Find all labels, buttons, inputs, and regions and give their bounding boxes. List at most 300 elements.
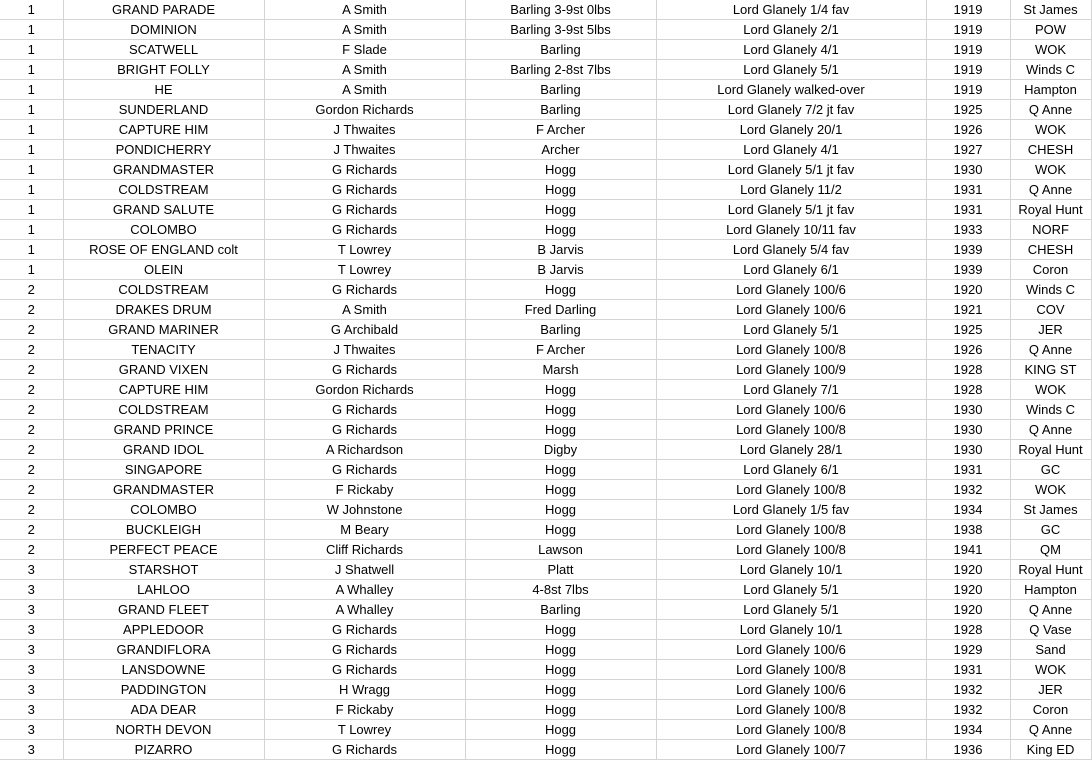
year-cell[interactable]: 1921 [926, 300, 1010, 320]
trainer-cell[interactable]: Hogg [465, 400, 656, 420]
jockey-cell[interactable]: Gordon Richards [264, 100, 465, 120]
owner-odds-cell[interactable]: Lord Glanely 100/6 [656, 640, 926, 660]
year-cell[interactable]: 1938 [926, 520, 1010, 540]
place-cell[interactable]: 3 [0, 720, 63, 740]
year-cell[interactable]: 1925 [926, 100, 1010, 120]
course-cell[interactable]: Q Anne [1010, 720, 1091, 740]
trainer-cell[interactable]: Hogg [465, 180, 656, 200]
year-cell[interactable]: 1934 [926, 720, 1010, 740]
owner-odds-cell[interactable]: Lord Glanely 5/1 jt fav [656, 200, 926, 220]
course-cell[interactable]: KING ST [1010, 360, 1091, 380]
horse-cell[interactable]: ROSE OF ENGLAND colt [63, 240, 264, 260]
trainer-cell[interactable]: Hogg [465, 680, 656, 700]
place-cell[interactable]: 2 [0, 500, 63, 520]
table-row [0, 600, 1091, 620]
course-cell[interactable]: COV [1010, 300, 1091, 320]
place-cell[interactable]: 2 [0, 480, 63, 500]
table-row [0, 400, 1091, 420]
trainer-cell[interactable]: F Archer [465, 340, 656, 360]
horse-cell[interactable]: COLDSTREAM [63, 400, 264, 420]
place-cell[interactable]: 1 [0, 220, 63, 240]
trainer-cell[interactable]: Hogg [465, 500, 656, 520]
horse-cell[interactable]: GRAND PRINCE [63, 420, 264, 440]
jockey-cell[interactable]: J Thwaites [264, 120, 465, 140]
table-row [0, 540, 1091, 560]
trainer-cell[interactable]: Barling [465, 100, 656, 120]
year-cell[interactable]: 1939 [926, 240, 1010, 260]
course-cell[interactable]: Hampton [1010, 580, 1091, 600]
owner-odds-cell[interactable]: Lord Glanely 7/1 [656, 380, 926, 400]
jockey-cell[interactable]: T Lowrey [264, 240, 465, 260]
horse-cell[interactable]: COLOMBO [63, 220, 264, 240]
owner-odds-cell[interactable]: Lord Glanely 5/1 [656, 580, 926, 600]
table-row [0, 220, 1091, 240]
table-row [0, 240, 1091, 260]
jockey-cell[interactable]: M Beary [264, 520, 465, 540]
jockey-cell[interactable]: G Richards [264, 160, 465, 180]
year-cell[interactable]: 1927 [926, 140, 1010, 160]
horse-cell[interactable]: HE [63, 80, 264, 100]
jockey-cell[interactable]: J Thwaites [264, 140, 465, 160]
year-cell[interactable]: 1939 [926, 260, 1010, 280]
course-cell[interactable]: POW [1010, 20, 1091, 40]
horse-cell[interactable]: OLEIN [63, 260, 264, 280]
jockey-cell[interactable]: G Richards [264, 620, 465, 640]
jockey-cell[interactable]: F Rickaby [264, 480, 465, 500]
course-cell[interactable]: Royal Hunt [1010, 440, 1091, 460]
course-cell[interactable]: WOK [1010, 660, 1091, 680]
course-cell[interactable]: King ED [1010, 740, 1091, 760]
place-cell[interactable]: 2 [0, 460, 63, 480]
course-cell[interactable]: JER [1010, 680, 1091, 700]
owner-odds-cell[interactable]: Lord Glanely 100/8 [656, 420, 926, 440]
table-row [0, 280, 1091, 300]
table-row [0, 80, 1091, 100]
horse-cell[interactable]: NORTH DEVON [63, 720, 264, 740]
jockey-cell[interactable]: A Smith [264, 0, 465, 20]
horse-cell[interactable]: STARSHOT [63, 560, 264, 580]
jockey-cell[interactable]: G Richards [264, 460, 465, 480]
course-cell[interactable]: Sand [1010, 640, 1091, 660]
owner-odds-cell[interactable]: Lord Glanely walked-over [656, 80, 926, 100]
jockey-cell[interactable]: G Richards [264, 400, 465, 420]
course-cell[interactable]: WOK [1010, 380, 1091, 400]
year-cell[interactable]: 1934 [926, 500, 1010, 520]
table-row [0, 60, 1091, 80]
course-cell[interactable]: Q Anne [1010, 340, 1091, 360]
trainer-cell[interactable]: Marsh [465, 360, 656, 380]
course-cell[interactable]: JER [1010, 320, 1091, 340]
jockey-cell[interactable]: A Smith [264, 300, 465, 320]
jockey-cell[interactable]: G Richards [264, 220, 465, 240]
horse-cell[interactable]: GRANDIFLORA [63, 640, 264, 660]
table-row [0, 260, 1091, 280]
course-cell[interactable]: Q Anne [1010, 600, 1091, 620]
place-cell[interactable]: 2 [0, 320, 63, 340]
place-cell[interactable]: 3 [0, 680, 63, 700]
year-cell[interactable]: 1926 [926, 120, 1010, 140]
jockey-cell[interactable]: G Richards [264, 660, 465, 680]
year-cell[interactable]: 1919 [926, 80, 1010, 100]
table-row [0, 640, 1091, 660]
owner-odds-cell[interactable]: Lord Glanely 100/6 [656, 680, 926, 700]
jockey-cell[interactable]: Cliff Richards [264, 540, 465, 560]
table-row [0, 560, 1091, 580]
owner-odds-cell[interactable]: Lord Glanely 20/1 [656, 120, 926, 140]
trainer-cell[interactable]: Hogg [465, 480, 656, 500]
place-cell[interactable]: 1 [0, 160, 63, 180]
table-row [0, 720, 1091, 740]
course-cell[interactable]: WOK [1010, 40, 1091, 60]
place-cell[interactable]: 3 [0, 740, 63, 760]
owner-odds-cell[interactable]: Lord Glanely 5/1 jt fav [656, 160, 926, 180]
table-row [0, 380, 1091, 400]
place-cell[interactable]: 1 [0, 240, 63, 260]
place-cell[interactable]: 3 [0, 600, 63, 620]
trainer-cell[interactable]: Hogg [465, 620, 656, 640]
trainer-cell[interactable]: Hogg [465, 460, 656, 480]
jockey-cell[interactable]: Gordon Richards [264, 380, 465, 400]
place-cell[interactable]: 2 [0, 280, 63, 300]
year-cell[interactable]: 1920 [926, 560, 1010, 580]
year-cell[interactable]: 1919 [926, 40, 1010, 60]
course-cell[interactable]: WOK [1010, 120, 1091, 140]
trainer-cell[interactable]: B Jarvis [465, 240, 656, 260]
jockey-cell[interactable]: A Whalley [264, 600, 465, 620]
year-cell[interactable]: 1936 [926, 740, 1010, 760]
year-cell[interactable]: 1920 [926, 600, 1010, 620]
table-row [0, 420, 1091, 440]
trainer-cell[interactable]: 4-8st 7lbs [465, 580, 656, 600]
course-cell[interactable]: GC [1010, 520, 1091, 540]
owner-odds-cell[interactable]: Lord Glanely 5/1 [656, 600, 926, 620]
place-cell[interactable]: 3 [0, 660, 63, 680]
jockey-cell[interactable]: G Richards [264, 360, 465, 380]
trainer-cell[interactable]: Hogg [465, 160, 656, 180]
horse-cell[interactable]: DOMINION [63, 20, 264, 40]
owner-odds-cell[interactable]: Lord Glanely 10/1 [656, 620, 926, 640]
course-cell[interactable]: Q Anne [1010, 420, 1091, 440]
horse-cell[interactable]: GRANDMASTER [63, 480, 264, 500]
place-cell[interactable]: 2 [0, 540, 63, 560]
trainer-cell[interactable]: Hogg [465, 380, 656, 400]
course-cell[interactable]: WOK [1010, 480, 1091, 500]
place-cell[interactable]: 2 [0, 340, 63, 360]
horse-cell[interactable]: CAPTURE HIM [63, 120, 264, 140]
owner-odds-cell[interactable]: Lord Glanely 10/1 [656, 560, 926, 580]
trainer-cell[interactable]: Hogg [465, 220, 656, 240]
place-cell[interactable]: 1 [0, 260, 63, 280]
trainer-cell[interactable]: Hogg [465, 640, 656, 660]
jockey-cell[interactable]: W Johnstone [264, 500, 465, 520]
year-cell[interactable]: 1930 [926, 400, 1010, 420]
course-cell[interactable]: CHESH [1010, 240, 1091, 260]
horse-cell[interactable]: SINGAPORE [63, 460, 264, 480]
horse-cell[interactable]: SUNDERLAND [63, 100, 264, 120]
trainer-cell[interactable]: Archer [465, 140, 656, 160]
year-cell[interactable]: 1920 [926, 580, 1010, 600]
year-cell[interactable]: 1932 [926, 480, 1010, 500]
place-cell[interactable]: 1 [0, 200, 63, 220]
course-cell[interactable]: Q Vase [1010, 620, 1091, 640]
horse-cell[interactable]: PADDINGTON [63, 680, 264, 700]
course-cell[interactable]: Q Anne [1010, 100, 1091, 120]
trainer-cell[interactable]: Barling [465, 600, 656, 620]
course-cell[interactable]: WOK [1010, 160, 1091, 180]
horse-cell[interactable]: GRANDMASTER [63, 160, 264, 180]
table-row [0, 680, 1091, 700]
year-cell[interactable]: 1931 [926, 200, 1010, 220]
owner-odds-cell[interactable]: Lord Glanely 6/1 [656, 260, 926, 280]
jockey-cell[interactable]: T Lowrey [264, 260, 465, 280]
table-row [0, 0, 1091, 20]
jockey-cell[interactable]: G Archibald [264, 320, 465, 340]
year-cell[interactable]: 1929 [926, 640, 1010, 660]
horse-cell[interactable]: COLDSTREAM [63, 280, 264, 300]
year-cell[interactable]: 1928 [926, 620, 1010, 640]
place-cell[interactable]: 3 [0, 620, 63, 640]
owner-odds-cell[interactable]: Lord Glanely 5/1 [656, 320, 926, 340]
course-cell[interactable]: QM [1010, 540, 1091, 560]
jockey-cell[interactable]: G Richards [264, 280, 465, 300]
trainer-cell[interactable]: Barling [465, 320, 656, 340]
course-cell[interactable]: St James [1010, 0, 1091, 20]
trainer-cell[interactable]: Hogg [465, 420, 656, 440]
trainer-cell[interactable]: Barling [465, 80, 656, 100]
trainer-cell[interactable]: Barling [465, 40, 656, 60]
table-row [0, 20, 1091, 40]
trainer-cell[interactable]: Lawson [465, 540, 656, 560]
trainer-cell[interactable]: B Jarvis [465, 260, 656, 280]
year-cell[interactable]: 1932 [926, 700, 1010, 720]
year-cell[interactable]: 1931 [926, 460, 1010, 480]
year-cell[interactable]: 1919 [926, 0, 1010, 20]
horse-cell[interactable]: GRAND FLEET [63, 600, 264, 620]
place-cell[interactable]: 3 [0, 640, 63, 660]
place-cell[interactable]: 1 [0, 180, 63, 200]
owner-odds-cell[interactable]: Lord Glanely 1/5 fav [656, 500, 926, 520]
year-cell[interactable]: 1933 [926, 220, 1010, 240]
place-cell[interactable]: 1 [0, 120, 63, 140]
jockey-cell[interactable]: A Whalley [264, 580, 465, 600]
owner-odds-cell[interactable]: Lord Glanely 100/8 [656, 720, 926, 740]
place-cell[interactable]: 3 [0, 700, 63, 720]
trainer-cell[interactable]: Hogg [465, 660, 656, 680]
place-cell[interactable]: 1 [0, 40, 63, 60]
jockey-cell[interactable]: G Richards [264, 180, 465, 200]
owner-odds-cell[interactable]: Lord Glanely 100/7 [656, 740, 926, 760]
table-row [0, 340, 1091, 360]
table-row [0, 320, 1091, 340]
owner-odds-cell[interactable]: Lord Glanely 100/8 [656, 340, 926, 360]
year-cell[interactable]: 1926 [926, 340, 1010, 360]
jockey-cell[interactable]: G Richards [264, 740, 465, 760]
table-row [0, 40, 1091, 60]
course-cell[interactable]: Coron [1010, 260, 1091, 280]
horse-cell[interactable]: BRIGHT FOLLY [63, 60, 264, 80]
place-cell[interactable]: 2 [0, 440, 63, 460]
horse-cell[interactable]: COLDSTREAM [63, 180, 264, 200]
place-cell[interactable]: 1 [0, 100, 63, 120]
table-row [0, 100, 1091, 120]
owner-odds-cell[interactable]: Lord Glanely 2/1 [656, 20, 926, 40]
year-cell[interactable]: 1919 [926, 20, 1010, 40]
owner-odds-cell[interactable]: Lord Glanely 100/6 [656, 300, 926, 320]
trainer-cell[interactable]: Digby [465, 440, 656, 460]
owner-odds-cell[interactable]: Lord Glanely 6/1 [656, 460, 926, 480]
horse-cell[interactable]: PONDICHERRY [63, 140, 264, 160]
year-cell[interactable]: 1930 [926, 420, 1010, 440]
year-cell[interactable]: 1928 [926, 380, 1010, 400]
owner-odds-cell[interactable]: Lord Glanely 10/11 fav [656, 220, 926, 240]
place-cell[interactable]: 1 [0, 0, 63, 20]
year-cell[interactable]: 1928 [926, 360, 1010, 380]
table-row [0, 440, 1091, 460]
horse-cell[interactable]: TENACITY [63, 340, 264, 360]
jockey-cell[interactable]: G Richards [264, 640, 465, 660]
place-cell[interactable]: 1 [0, 60, 63, 80]
place-cell[interactable]: 3 [0, 580, 63, 600]
year-cell[interactable]: 1920 [926, 280, 1010, 300]
jockey-cell[interactable]: T Lowrey [264, 720, 465, 740]
jockey-cell[interactable]: F Rickaby [264, 700, 465, 720]
horse-cell[interactable]: GRAND SALUTE [63, 200, 264, 220]
horse-cell[interactable]: APPLEDOOR [63, 620, 264, 640]
horse-cell[interactable]: LAHLOO [63, 580, 264, 600]
table-row [0, 480, 1091, 500]
trainer-cell[interactable]: Hogg [465, 200, 656, 220]
place-cell[interactable]: 1 [0, 20, 63, 40]
horse-cell[interactable]: COLOMBO [63, 500, 264, 520]
horse-cell[interactable]: GRAND PARADE [63, 0, 264, 20]
jockey-cell[interactable]: G Richards [264, 420, 465, 440]
trainer-cell[interactable]: Platt [465, 560, 656, 580]
horse-cell[interactable]: GRAND VIXEN [63, 360, 264, 380]
table-row [0, 620, 1091, 640]
owner-odds-cell[interactable]: Lord Glanely 1/4 fav [656, 0, 926, 20]
year-cell[interactable]: 1930 [926, 160, 1010, 180]
owner-odds-cell[interactable]: Lord Glanely 28/1 [656, 440, 926, 460]
owner-odds-cell[interactable]: Lord Glanely 100/8 [656, 700, 926, 720]
course-cell[interactable]: Coron [1010, 700, 1091, 720]
course-cell[interactable]: Royal Hunt [1010, 200, 1091, 220]
course-cell[interactable]: Winds C [1010, 400, 1091, 420]
place-cell[interactable]: 2 [0, 400, 63, 420]
trainer-cell[interactable]: Hogg [465, 700, 656, 720]
horse-cell[interactable]: DRAKES DRUM [63, 300, 264, 320]
place-cell[interactable]: 2 [0, 300, 63, 320]
horse-cell[interactable]: LANSDOWNE [63, 660, 264, 680]
table-row [0, 120, 1091, 140]
table-row [0, 200, 1091, 220]
trainer-cell[interactable]: Hogg [465, 740, 656, 760]
horse-cell[interactable]: GRAND MARINER [63, 320, 264, 340]
place-cell[interactable]: 1 [0, 80, 63, 100]
trainer-cell[interactable]: F Archer [465, 120, 656, 140]
owner-odds-cell[interactable]: Lord Glanely 4/1 [656, 40, 926, 60]
owner-odds-cell[interactable]: Lord Glanely 100/8 [656, 480, 926, 500]
course-cell[interactable]: Q Anne [1010, 180, 1091, 200]
horse-cell[interactable]: GRAND IDOL [63, 440, 264, 460]
place-cell[interactable]: 2 [0, 520, 63, 540]
table-row [0, 160, 1091, 180]
course-cell[interactable]: NORF [1010, 220, 1091, 240]
owner-odds-cell[interactable]: Lord Glanely 5/1 [656, 60, 926, 80]
jockey-cell[interactable]: A Smith [264, 60, 465, 80]
course-cell[interactable]: CHESH [1010, 140, 1091, 160]
trainer-cell[interactable]: Barling 3-9st 0lbs [465, 0, 656, 20]
table-row [0, 660, 1091, 680]
course-cell[interactable]: St James [1010, 500, 1091, 520]
jockey-cell[interactable]: F Slade [264, 40, 465, 60]
horse-cell[interactable]: ADA DEAR [63, 700, 264, 720]
year-cell[interactable]: 1941 [926, 540, 1010, 560]
owner-odds-cell[interactable]: Lord Glanely 100/6 [656, 400, 926, 420]
owner-odds-cell[interactable]: Lord Glanely 100/9 [656, 360, 926, 380]
horse-cell[interactable]: PERFECT PEACE [63, 540, 264, 560]
course-cell[interactable]: Winds C [1010, 280, 1091, 300]
owner-odds-cell[interactable]: Lord Glanely 100/8 [656, 520, 926, 540]
horse-cell[interactable]: PIZARRO [63, 740, 264, 760]
owner-odds-cell[interactable]: Lord Glanely 100/8 [656, 660, 926, 680]
jockey-cell[interactable]: A Richardson [264, 440, 465, 460]
owner-odds-cell[interactable]: Lord Glanely 4/1 [656, 140, 926, 160]
trainer-cell[interactable]: Barling 3-9st 5lbs [465, 20, 656, 40]
course-cell[interactable]: GC [1010, 460, 1091, 480]
owner-odds-cell[interactable]: Lord Glanely 5/4 fav [656, 240, 926, 260]
year-cell[interactable]: 1932 [926, 680, 1010, 700]
owner-odds-cell[interactable]: Lord Glanely 11/2 [656, 180, 926, 200]
trainer-cell[interactable]: Hogg [465, 280, 656, 300]
course-cell[interactable]: Hampton [1010, 80, 1091, 100]
year-cell[interactable]: 1925 [926, 320, 1010, 340]
place-cell[interactable]: 3 [0, 560, 63, 580]
year-cell[interactable]: 1930 [926, 440, 1010, 460]
trainer-cell[interactable]: Fred Darling [465, 300, 656, 320]
table-row [0, 300, 1091, 320]
trainer-cell[interactable]: Hogg [465, 520, 656, 540]
year-cell[interactable]: 1931 [926, 660, 1010, 680]
jockey-cell[interactable]: G Richards [264, 200, 465, 220]
table-row [0, 580, 1091, 600]
course-cell[interactable]: Royal Hunt [1010, 560, 1091, 580]
horse-cell[interactable]: SCATWELL [63, 40, 264, 60]
table-row [0, 180, 1091, 200]
owner-odds-cell[interactable]: Lord Glanely 100/6 [656, 280, 926, 300]
owner-odds-cell[interactable]: Lord Glanely 100/8 [656, 540, 926, 560]
table-row [0, 520, 1091, 540]
table-row [0, 500, 1091, 520]
place-cell[interactable]: 2 [0, 360, 63, 380]
jockey-cell[interactable]: A Smith [264, 80, 465, 100]
year-cell[interactable]: 1931 [926, 180, 1010, 200]
table-row [0, 740, 1091, 760]
jockey-cell[interactable]: H Wragg [264, 680, 465, 700]
place-cell[interactable]: 2 [0, 380, 63, 400]
year-cell[interactable]: 1919 [926, 60, 1010, 80]
trainer-cell[interactable]: Hogg [465, 720, 656, 740]
horse-cell[interactable]: BUCKLEIGH [63, 520, 264, 540]
place-cell[interactable]: 2 [0, 420, 63, 440]
place-cell[interactable]: 1 [0, 140, 63, 160]
horse-cell[interactable]: CAPTURE HIM [63, 380, 264, 400]
trainer-cell[interactable]: Barling 2-8st 7lbs [465, 60, 656, 80]
owner-odds-cell[interactable]: Lord Glanely 7/2 jt fav [656, 100, 926, 120]
jockey-cell[interactable]: J Thwaites [264, 340, 465, 360]
course-cell[interactable]: Winds C [1010, 60, 1091, 80]
jockey-cell[interactable]: J Shatwell [264, 560, 465, 580]
jockey-cell[interactable]: A Smith [264, 20, 465, 40]
